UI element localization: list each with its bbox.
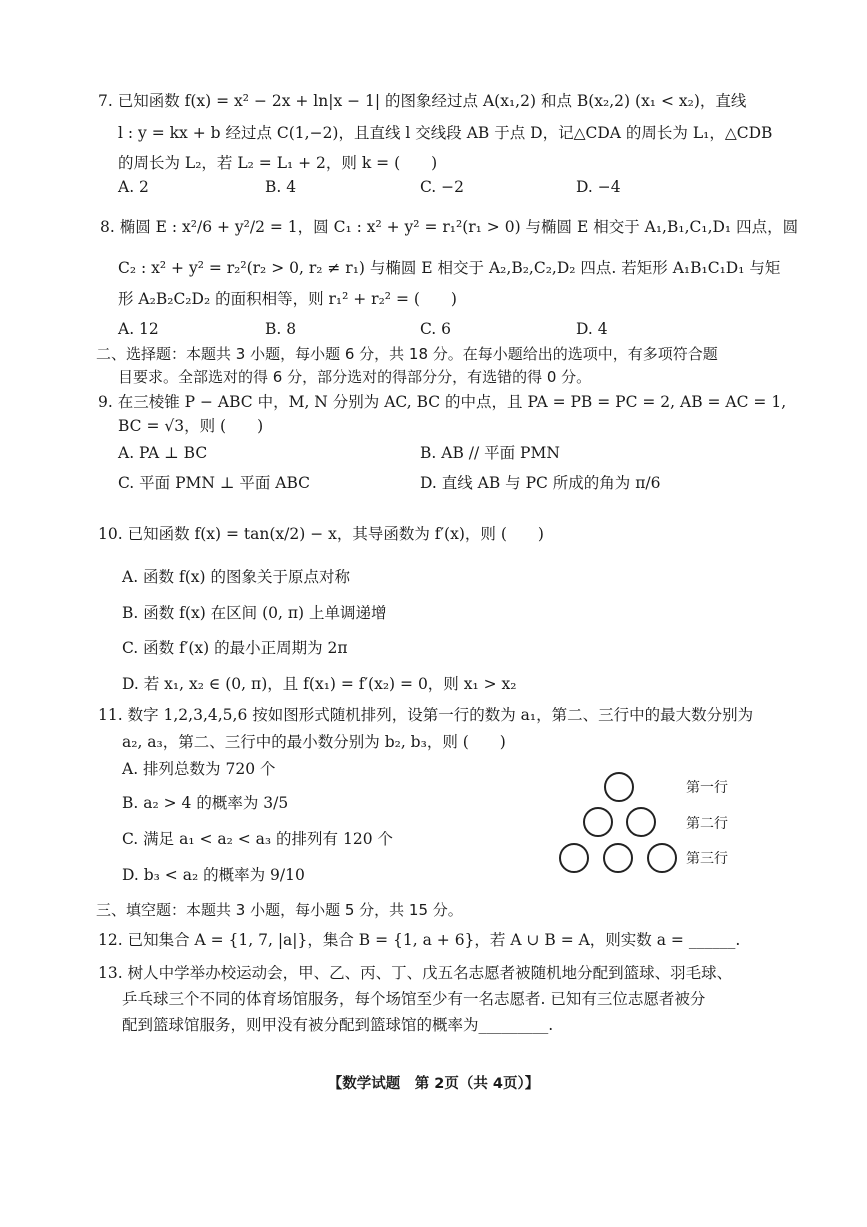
q9-option-b: B. AB // 平面 PMN xyxy=(420,444,560,462)
q9-line2: BC = √3，则 ( ) xyxy=(118,417,264,435)
q7-option-a: A. 2 xyxy=(118,178,149,196)
q12-stem: 12. 已知集合 A = {1, 7, |a|}，集合 B = {1, a + 6}，若 A ∪ B = A，则实数 a = ______. xyxy=(98,931,741,949)
q11-option-a: A. 排列总数为 720 个 xyxy=(122,760,276,778)
q8-line3: 形 A₂B₂C₂D₂ 的面积相等，则 r₁² + r₂² = ( ) xyxy=(118,290,457,308)
q8-line2: C₂ : x² + y² = r₂²(r₂ > 0, r₂ ≠ r₁) 与椭圆 E 相交于 A₂,B₂,C₂,D₂ 四点. 若矩形 A₁B₁C₁D₁ 与矩 xyxy=(118,259,781,277)
page-footer: 【数学试题 第 2页（共 4页）】 xyxy=(327,1076,540,1092)
q13-line2: 乒乓球三个不同的体育场馆服务，每个场馆至少有一名志愿者. 已知有三位志愿者被分 xyxy=(122,990,706,1008)
circle-row2-left xyxy=(583,807,613,837)
row2-label: 第二行 xyxy=(686,816,728,832)
circle-row3-middle xyxy=(603,843,633,873)
q13-line1: 13. 树人中学举办校运动会，甲、乙、丙、丁、戊五名志愿者被随机地分配到篮球、羽毛球、 xyxy=(98,964,733,982)
q10-option-b: B. 函数 f(x) 在区间 (0, π) 上单调递增 xyxy=(122,604,387,622)
q8-line1: 8. 椭圆 E : x²/6 + y²/2 = 1，圆 C₁ : x² + y² = r₁²(r₁ > 0) 与椭圆 E 相交于 A₁,B₁,C₁,D₁ 四点，圆 xyxy=(100,218,799,236)
row1-label: 第一行 xyxy=(686,780,728,796)
section3-heading: 三、填空题：本题共 3 小题，每小题 5 分，共 15 分。 xyxy=(96,901,463,919)
q7-line3: 的周长为 L₂，若 L₂ = L₁ + 2，则 k = ( ) xyxy=(118,154,438,172)
section2-line2: 目要求。全部选对的得 6 分，部分选对的得部分分，有选错的得 0 分。 xyxy=(118,368,592,386)
q11-line2: a₂, a₃，第二、三行中的最小数分别为 b₂, b₃，则 ( ) xyxy=(122,733,506,751)
q9-line1: 9. 在三棱锥 P − ABC 中，M, N 分别为 AC, BC 的中点，且 PA = PB = PC = 2, AB = AC = 1, xyxy=(98,393,787,411)
q13-line3: 配到篮球馆服务，则甲没有被分配到篮球馆的概率为_________. xyxy=(122,1016,554,1034)
q11-option-d: D. b₃ < a₂ 的概率为 9/10 xyxy=(122,866,305,884)
q8-option-d: D. 4 xyxy=(576,320,608,338)
q10-option-c: C. 函数 f′(x) 的最小正周期为 2π xyxy=(122,639,348,657)
circle-row2-right xyxy=(626,807,656,837)
q9-option-c: C. 平面 PMN ⊥ 平面 ABC xyxy=(118,474,311,492)
circle-row3-left xyxy=(559,843,589,873)
q7-option-d: D. −4 xyxy=(576,178,621,196)
q10-option-a: A. 函数 f(x) 的图象关于原点对称 xyxy=(122,568,350,586)
row3-label: 第三行 xyxy=(686,851,728,867)
q7-line2: l : y = kx + b 经过点 C(1,−2)，且直线 l 交线段 AB 于点 D，记△CDA 的周长为 L₁，△CDB xyxy=(118,124,773,142)
q8-option-c: C. 6 xyxy=(420,320,452,338)
q11-option-c: C. 满足 a₁ < a₂ < a₃ 的排列有 120 个 xyxy=(122,830,394,848)
q9-option-d: D. 直线 AB 与 PC 所成的角为 π/6 xyxy=(420,474,661,492)
q8-option-b: B. 8 xyxy=(265,320,297,338)
q7-option-c: C. −2 xyxy=(420,178,465,196)
q9-option-a: A. PA ⊥ BC xyxy=(118,444,208,462)
section2-line1: 二、选择题：本题共 3 小题，每小题 6 分，共 18 分。在每小题给出的选项中，有多项符合题 xyxy=(96,345,718,363)
q7-option-b: B. 4 xyxy=(265,178,297,196)
circle-row1 xyxy=(604,772,634,802)
q10-option-d: D. 若 x₁, x₂ ∈ (0, π)，且 f(x₁) = f′(x₂) = 0，则 x₁ > x₂ xyxy=(122,675,517,693)
q11-line1: 11. 数字 1,2,3,4,5,6 按如图形式随机排列，设第一行的数为 a₁，第二、三行中的最大数分别为 xyxy=(98,706,754,724)
q11-option-b: B. a₂ > 4 的概率为 3/5 xyxy=(122,794,289,812)
q7-line1: 7. 已知函数 f(x) = x² − 2x + ln|x − 1| 的图象经过点 A(x₁,2) 和点 B(x₂,2) (x₁ < x₂)，直线 xyxy=(98,92,747,110)
q10-stem: 10. 已知函数 f(x) = tan(x/2) − x，其导函数为 f′(x)，则 ( ) xyxy=(98,525,544,543)
circle-row3-right xyxy=(647,843,677,873)
q8-option-a: A. 12 xyxy=(118,320,159,338)
